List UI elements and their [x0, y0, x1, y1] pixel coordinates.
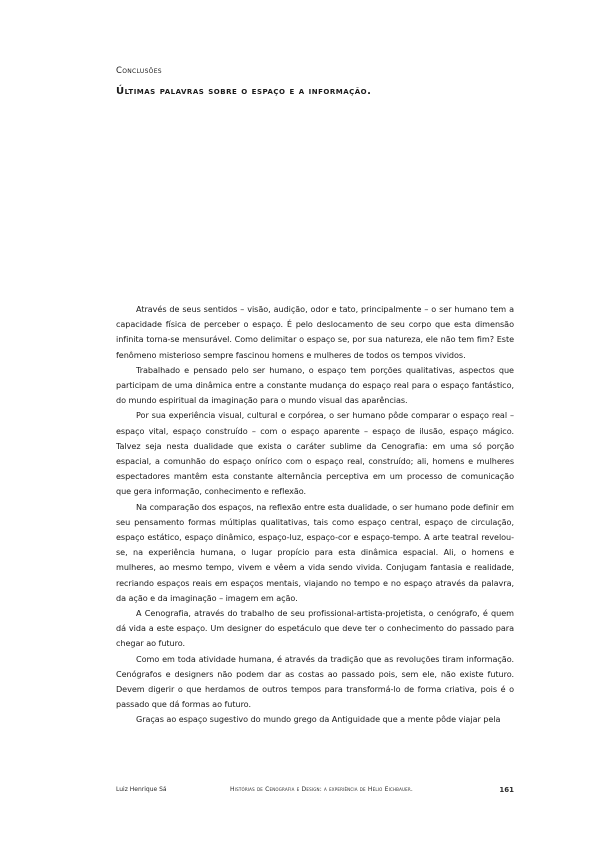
chapter-title: Últimas palavras sobre o espaço e a informação.: [116, 86, 372, 97]
paragraph: Como em toda atividade humana, é através da tradição que as revoluções tiram informação. Cenógrafos e designers não podem dar as costas ao passado pois, sem ele, não existe futuro. Devem digerir o que herdamos de outros tempos para transformá-lo de forma criativa, pois é o passado que dá formas ao futuro.: [116, 653, 514, 710]
paragraph: Graças ao espaço sugestivo do mundo grego da Antiguidade que a mente pôde viajar pela: [136, 714, 501, 725]
page-header: [116, 66, 536, 98]
page-number: 161: [499, 786, 514, 794]
paragraph: Trabalhado e pensado pelo ser humano, o espaço tem porções qualitativas, aspectos que participam de uma dinâmica entre a constante mudança do espaço real para o espaço fantástico, do mundo espiritual da imaginação para o mundo visual das aparências.: [116, 364, 514, 406]
page-footer: [116, 784, 514, 796]
paragraph: Na comparação dos espaços, na reflexão entre esta dualidade, o ser humano pode definir em seu pensamento formas múltiplas qualitativas, tais como espaço central, espaço de circulação, espaço estático, espaço dinâmico, espaço-luz, espaço-cor e espaço-tempo. A arte teatral revelou-se, na experiência humana, o lugar propício para esta dinâmica espacial. Ali, o homens e mulheres, ao mesmo tempo, vivem e vêem a vida sendo vivida. Conjugam fantasia e realidade, recriando espaços reais em espaços mentais, viajando no tempo e no espaço através da palavra, da ação e da imaginação – imagem em ação.: [116, 501, 514, 603]
body-text: [116, 302, 514, 728]
footer-author: Luiz Henrique Sá: [116, 786, 167, 793]
running-title: Histórias de Cenografia e Design: a experiência de Hélio Eichbauer.: [230, 786, 413, 793]
paragraph: Através de seus sentidos – visão, audição, odor e tato, principalmente – o ser humano tem a capacidade física de perceber o espaço. É pelo deslocamento de seu corpo que esta dimensão infinita torna-se mensurável. Como delimitar o espaço se, por sua natureza, ele não tem fim? Este fenômeno misterioso sempre fascinou homens e mulheres de todos os tempos vividos.: [116, 304, 514, 360]
section-label: Conclusões: [116, 66, 162, 76]
paragraph: A Cenografia, através do trabalho de seu profissional-artista-projetista, o cenógrafo, é quem dá vida a este espaço. Um designer do espetáculo que deve ter o conhecimento do passado para chegar ao futuro.: [116, 608, 514, 649]
paragraph: Por sua experiência visual, cultural e corpórea, o ser humano pôde comparar o espaço real – espaço vital, espaço construído – com o espaço aparente – espaço de ilusão, espaço mágico. Talvez seja nesta dualidade que exista o caráter sublime da Cenografia: em uma só porção espacial, a comunhão do espaço onírico com o espaço real, construído; ali, homens e mulheres espectadores mantêm esta constante alternância perceptiva em um processo de comunicação que gera informação, conhecimento e reflexão.: [116, 410, 514, 497]
